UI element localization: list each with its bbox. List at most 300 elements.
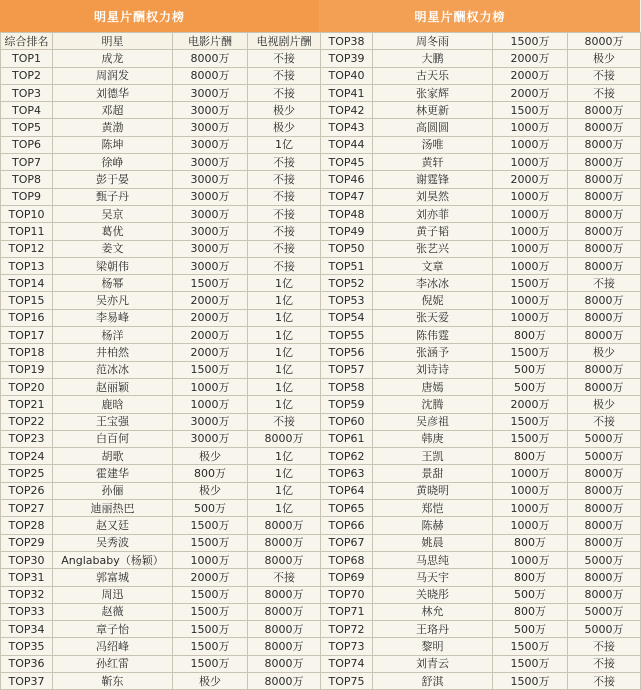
tv-fee-cell: 不接 [248, 154, 321, 171]
table-row [1, 655, 321, 672]
star-cell: 周迅 [53, 586, 173, 603]
table-row [321, 240, 641, 257]
movie-fee-cell: 1000万 [493, 205, 568, 222]
page-title-right: 明星片酬权力榜 [414, 9, 506, 24]
tv-fee-cell: 8000万 [568, 136, 641, 153]
table-row [1, 672, 321, 689]
table-row [1, 257, 321, 274]
tv-fee-cell: 不接 [568, 655, 641, 672]
movie-fee-cell: 2000万 [493, 84, 568, 101]
star-cell: 范冰冰 [53, 361, 173, 378]
table-row [321, 223, 641, 240]
tv-fee-cell: 5000万 [568, 551, 641, 568]
star-cell: 章子怡 [53, 621, 173, 638]
table-row [1, 102, 321, 119]
rank-cell: TOP12 [1, 240, 53, 257]
rank-cell: TOP22 [1, 413, 53, 430]
tv-fee-cell: 不接 [568, 84, 641, 101]
movie-fee-cell: 3000万 [173, 413, 248, 430]
rank-cell: TOP9 [1, 188, 53, 205]
star-cell: 汤唯 [373, 136, 493, 153]
movie-fee-cell: 2000万 [493, 50, 568, 67]
movie-fee-cell: 500万 [493, 621, 568, 638]
table-row [1, 188, 321, 205]
star-cell: 张家辉 [373, 84, 493, 101]
movie-fee-cell: 1000万 [493, 119, 568, 136]
table-row [1, 240, 321, 257]
movie-fee-cell: 500万 [493, 378, 568, 395]
tv-fee-cell: 极少 [568, 396, 641, 413]
table-row [1, 534, 321, 551]
tv-fee-cell: 8000万 [248, 551, 321, 568]
movie-fee-cell: 800万 [493, 448, 568, 465]
rank-cell: TOP16 [1, 309, 53, 326]
ranking-table-left [0, 32, 321, 690]
tv-fee-cell: 8000万 [248, 655, 321, 672]
movie-fee-cell: 1000万 [493, 223, 568, 240]
table-row [1, 171, 321, 188]
star-cell: 葛优 [53, 223, 173, 240]
movie-fee-cell: 1500万 [173, 621, 248, 638]
movie-fee-cell: 1500万 [493, 33, 568, 50]
movie-fee-cell: 1500万 [173, 586, 248, 603]
star-cell: 古天乐 [373, 67, 493, 84]
movie-fee-cell: 3000万 [173, 240, 248, 257]
table-row [321, 257, 641, 274]
rank-cell: TOP46 [321, 171, 373, 188]
star-cell: 高圆圆 [373, 119, 493, 136]
star-cell: 陈伟霆 [373, 327, 493, 344]
movie-fee-cell: 500万 [493, 586, 568, 603]
table-row [321, 396, 641, 413]
table-row [1, 465, 321, 482]
rank-cell: TOP10 [1, 205, 53, 222]
movie-fee-cell: 1500万 [173, 603, 248, 620]
rank-cell: TOP44 [321, 136, 373, 153]
star-cell: 霍建华 [53, 465, 173, 482]
left-panel [0, 0, 320, 688]
tv-fee-cell: 不接 [248, 205, 321, 222]
movie-fee-cell: 3000万 [173, 84, 248, 101]
star-cell: 韩庚 [373, 430, 493, 447]
table-row [321, 102, 641, 119]
table-row [1, 569, 321, 586]
movie-fee-cell: 1000万 [493, 188, 568, 205]
tv-fee-cell: 不接 [568, 67, 641, 84]
star-cell: 靳东 [53, 672, 173, 689]
star-cell: 杨洋 [53, 327, 173, 344]
movie-fee-cell: 2000万 [173, 569, 248, 586]
star-cell: 吴亦凡 [53, 292, 173, 309]
movie-fee-cell: 1000万 [493, 482, 568, 499]
header-row [1, 33, 321, 50]
rank-cell: TOP3 [1, 84, 53, 101]
rank-cell: TOP67 [321, 534, 373, 551]
star-cell: 孙俪 [53, 482, 173, 499]
rank-cell: TOP37 [1, 672, 53, 689]
rank-cell: TOP69 [321, 569, 373, 586]
table-row [321, 50, 641, 67]
table-row [1, 292, 321, 309]
movie-fee-cell: 1500万 [173, 638, 248, 655]
tv-fee-cell: 极少 [568, 50, 641, 67]
tv-fee-cell: 1亿 [248, 378, 321, 395]
movie-fee-cell: 1000万 [493, 136, 568, 153]
star-cell: 杨幂 [53, 275, 173, 292]
table-row [321, 517, 641, 534]
rank-cell: TOP42 [321, 102, 373, 119]
tv-fee-cell: 不接 [568, 672, 641, 689]
star-cell: 周冬雨 [373, 33, 493, 50]
tv-fee-cell: 8000万 [568, 361, 641, 378]
table-row [321, 292, 641, 309]
movie-fee-cell: 极少 [173, 482, 248, 499]
rank-cell: TOP62 [321, 448, 373, 465]
rank-cell: TOP25 [1, 465, 53, 482]
tv-fee-cell: 8000万 [568, 154, 641, 171]
movie-fee-cell: 3000万 [173, 119, 248, 136]
rank-cell: TOP70 [321, 586, 373, 603]
table-row [321, 448, 641, 465]
tv-fee-cell: 8000万 [568, 240, 641, 257]
rank-cell: TOP11 [1, 223, 53, 240]
movie-fee-cell: 8000万 [173, 50, 248, 67]
movie-fee-cell: 800万 [173, 465, 248, 482]
table-row [1, 119, 321, 136]
rank-cell: TOP19 [1, 361, 53, 378]
table-row [1, 396, 321, 413]
tv-fee-cell: 8000万 [248, 603, 321, 620]
rank-cell: TOP21 [1, 396, 53, 413]
table-row [1, 500, 321, 517]
rank-cell: TOP31 [1, 569, 53, 586]
table-row [1, 223, 321, 240]
star-cell: 吴京 [53, 205, 173, 222]
star-cell: 陈赫 [373, 517, 493, 534]
tv-fee-cell: 8000万 [248, 638, 321, 655]
movie-fee-cell: 3000万 [173, 430, 248, 447]
movie-fee-cell: 2000万 [173, 292, 248, 309]
rank-cell: TOP68 [321, 551, 373, 568]
tv-fee-cell: 8000万 [248, 534, 321, 551]
table-row [1, 448, 321, 465]
table-row [1, 603, 321, 620]
table-row [1, 136, 321, 153]
star-cell: 王凯 [373, 448, 493, 465]
star-cell: 张涵予 [373, 344, 493, 361]
table-row [321, 327, 641, 344]
star-cell: 林更新 [373, 102, 493, 119]
movie-fee-cell: 极少 [173, 448, 248, 465]
star-cell: 倪妮 [373, 292, 493, 309]
tv-fee-cell: 1亿 [248, 396, 321, 413]
star-cell: 姚晨 [373, 534, 493, 551]
table-row [1, 378, 321, 395]
tv-fee-cell: 8000万 [568, 586, 641, 603]
table-row [321, 171, 641, 188]
table-row [321, 33, 641, 50]
rank-cell: TOP41 [321, 84, 373, 101]
rank-cell: TOP47 [321, 188, 373, 205]
rank-cell: TOP48 [321, 205, 373, 222]
movie-fee-cell: 1000万 [493, 465, 568, 482]
tv-fee-cell: 极少 [248, 119, 321, 136]
movie-fee-cell: 3000万 [173, 257, 248, 274]
rank-cell: TOP5 [1, 119, 53, 136]
rank-cell: TOP57 [321, 361, 373, 378]
tv-fee-cell: 8000万 [568, 500, 641, 517]
ranking-table-right [320, 32, 641, 690]
rank-cell: TOP33 [1, 603, 53, 620]
star-cell: 赵丽颖 [53, 378, 173, 395]
table-row [1, 638, 321, 655]
tv-fee-cell: 1亿 [248, 448, 321, 465]
tv-fee-cell: 不接 [248, 84, 321, 101]
table-row [321, 482, 641, 499]
tv-fee-cell: 1亿 [248, 361, 321, 378]
header-movie-fee: 电影片酬 [173, 33, 248, 50]
movie-fee-cell: 1500万 [493, 413, 568, 430]
tv-fee-cell: 8000万 [568, 33, 641, 50]
movie-fee-cell: 2000万 [173, 344, 248, 361]
table-row [1, 205, 321, 222]
table-row [321, 344, 641, 361]
movie-fee-cell: 3000万 [173, 188, 248, 205]
tv-fee-cell: 不接 [248, 67, 321, 84]
star-cell: 唐嫣 [373, 378, 493, 395]
tv-fee-cell: 8000万 [248, 672, 321, 689]
tv-fee-cell: 8000万 [568, 119, 641, 136]
tv-fee-cell: 5000万 [568, 603, 641, 620]
star-cell: 黎明 [373, 638, 493, 655]
star-cell: 孙红雷 [53, 655, 173, 672]
tv-fee-cell: 极少 [568, 344, 641, 361]
star-cell: 郑恺 [373, 500, 493, 517]
table-row [1, 430, 321, 447]
rank-cell: TOP18 [1, 344, 53, 361]
movie-fee-cell: 500万 [493, 361, 568, 378]
tv-fee-cell: 不接 [248, 257, 321, 274]
rank-cell: TOP35 [1, 638, 53, 655]
movie-fee-cell: 1500万 [493, 344, 568, 361]
rank-cell: TOP39 [321, 50, 373, 67]
rank-cell: TOP26 [1, 482, 53, 499]
star-cell: 刘德华 [53, 84, 173, 101]
table-row [321, 534, 641, 551]
tv-fee-cell: 1亿 [248, 482, 321, 499]
table-row [1, 275, 321, 292]
star-cell: 井柏然 [53, 344, 173, 361]
star-cell: 邓超 [53, 102, 173, 119]
tv-fee-cell: 5000万 [568, 621, 641, 638]
star-cell: 林允 [373, 603, 493, 620]
table-row [321, 569, 641, 586]
rank-cell: TOP34 [1, 621, 53, 638]
movie-fee-cell: 2000万 [493, 171, 568, 188]
tv-fee-cell: 8000万 [248, 517, 321, 534]
star-cell: 陈坤 [53, 136, 173, 153]
star-cell: 徐峥 [53, 154, 173, 171]
rank-cell: TOP20 [1, 378, 53, 395]
star-cell: 胡歌 [53, 448, 173, 465]
table-row [1, 361, 321, 378]
tv-fee-cell: 5000万 [568, 430, 641, 447]
movie-fee-cell: 2000万 [173, 327, 248, 344]
tv-fee-cell: 8000万 [568, 378, 641, 395]
tv-fee-cell: 8000万 [568, 569, 641, 586]
rank-cell: TOP72 [321, 621, 373, 638]
movie-fee-cell: 1500万 [493, 102, 568, 119]
rank-cell: TOP53 [321, 292, 373, 309]
table-row [321, 136, 641, 153]
star-cell: 张艺兴 [373, 240, 493, 257]
star-cell: 甄子丹 [53, 188, 173, 205]
tv-fee-cell: 极少 [248, 102, 321, 119]
movie-fee-cell: 1500万 [493, 430, 568, 447]
movie-fee-cell: 1500万 [493, 655, 568, 672]
movie-fee-cell: 1000万 [493, 517, 568, 534]
rank-cell: TOP7 [1, 154, 53, 171]
table-body-right [321, 33, 641, 690]
star-cell: 彭于晏 [53, 171, 173, 188]
star-cell: 关晓彤 [373, 586, 493, 603]
movie-fee-cell: 1500万 [493, 275, 568, 292]
table-row [321, 154, 641, 171]
movie-fee-cell: 800万 [493, 534, 568, 551]
movie-fee-cell: 1500万 [493, 672, 568, 689]
page-title: 明星片酬权力榜 [93, 9, 185, 24]
star-cell: 赵薇 [53, 603, 173, 620]
movie-fee-cell: 800万 [493, 327, 568, 344]
rank-cell: TOP17 [1, 327, 53, 344]
rank-cell: TOP38 [321, 33, 373, 50]
rank-cell: TOP56 [321, 344, 373, 361]
movie-fee-cell: 1000万 [173, 551, 248, 568]
movie-fee-cell: 2000万 [493, 396, 568, 413]
star-cell: 黄轩 [373, 154, 493, 171]
movie-fee-cell: 1500万 [173, 361, 248, 378]
tv-fee-cell: 不接 [248, 413, 321, 430]
star-cell: 成龙 [53, 50, 173, 67]
rank-cell: TOP4 [1, 102, 53, 119]
rank-cell: TOP43 [321, 119, 373, 136]
movie-fee-cell: 1500万 [173, 275, 248, 292]
table-row [1, 551, 321, 568]
movie-fee-cell: 1000万 [493, 292, 568, 309]
table-row [321, 361, 641, 378]
table-body-left [1, 50, 321, 690]
header-tv-fee: 电视剧片酬 [248, 33, 321, 50]
star-cell: 黄渤 [53, 119, 173, 136]
rank-cell: TOP59 [321, 396, 373, 413]
tv-fee-cell: 8000万 [568, 534, 641, 551]
table-row [321, 672, 641, 689]
rank-cell: TOP8 [1, 171, 53, 188]
rank-cell: TOP2 [1, 67, 53, 84]
tv-fee-cell: 8000万 [568, 482, 641, 499]
tv-fee-cell: 不接 [568, 275, 641, 292]
table-row [1, 517, 321, 534]
tv-fee-cell: 8000万 [568, 309, 641, 326]
star-cell: 姜文 [53, 240, 173, 257]
movie-fee-cell: 8000万 [173, 67, 248, 84]
tv-fee-cell: 不接 [568, 413, 641, 430]
star-cell: 马思纯 [373, 551, 493, 568]
tv-fee-cell: 8000万 [568, 465, 641, 482]
tv-fee-cell: 8000万 [568, 257, 641, 274]
star-cell: Anglababy（杨颖） [53, 551, 173, 568]
movie-fee-cell: 1000万 [493, 257, 568, 274]
tv-fee-cell: 不接 [568, 638, 641, 655]
tv-fee-cell: 不接 [248, 188, 321, 205]
rank-cell: TOP75 [321, 672, 373, 689]
star-cell: 谢霆锋 [373, 171, 493, 188]
tv-fee-cell: 8000万 [568, 102, 641, 119]
tv-fee-cell: 不接 [248, 50, 321, 67]
star-cell: 王宝强 [53, 413, 173, 430]
rank-cell: TOP55 [321, 327, 373, 344]
rank-cell: TOP65 [321, 500, 373, 517]
rank-cell: TOP36 [1, 655, 53, 672]
tv-fee-cell: 8000万 [248, 621, 321, 638]
table-row [1, 344, 321, 361]
table-row [1, 413, 321, 430]
rank-cell: TOP51 [321, 257, 373, 274]
table-row [321, 430, 641, 447]
rank-cell: TOP50 [321, 240, 373, 257]
table-row [321, 586, 641, 603]
movie-fee-cell: 800万 [493, 569, 568, 586]
movie-fee-cell: 1000万 [173, 396, 248, 413]
title-banner-right [320, 0, 640, 32]
header-star: 明星 [53, 33, 173, 50]
rank-cell: TOP58 [321, 378, 373, 395]
table-row [321, 67, 641, 84]
star-cell: 舒淇 [373, 672, 493, 689]
star-cell: 大鹏 [373, 50, 493, 67]
rank-cell: TOP27 [1, 500, 53, 517]
movie-fee-cell: 1000万 [493, 309, 568, 326]
star-cell: 郭富城 [53, 569, 173, 586]
movie-fee-cell: 2000万 [173, 309, 248, 326]
tv-fee-cell: 1亿 [248, 292, 321, 309]
rank-cell: TOP71 [321, 603, 373, 620]
tv-fee-cell: 1亿 [248, 309, 321, 326]
movie-fee-cell: 3000万 [173, 223, 248, 240]
tv-fee-cell: 8000万 [568, 223, 641, 240]
star-cell: 赵又廷 [53, 517, 173, 534]
rank-cell: TOP54 [321, 309, 373, 326]
movie-fee-cell: 1500万 [173, 517, 248, 534]
tv-fee-cell: 1亿 [248, 465, 321, 482]
table-row [321, 205, 641, 222]
movie-fee-cell: 1500万 [493, 638, 568, 655]
star-cell: 王珞丹 [373, 621, 493, 638]
table-row [1, 586, 321, 603]
table-row [321, 655, 641, 672]
movie-fee-cell: 3000万 [173, 102, 248, 119]
rank-cell: TOP28 [1, 517, 53, 534]
table-row [321, 188, 641, 205]
tv-fee-cell: 1亿 [248, 136, 321, 153]
star-cell: 刘青云 [373, 655, 493, 672]
rank-cell: TOP30 [1, 551, 53, 568]
tv-fee-cell: 8000万 [568, 292, 641, 309]
star-cell: 吴彦祖 [373, 413, 493, 430]
tv-fee-cell: 不接 [248, 223, 321, 240]
rank-cell: TOP13 [1, 257, 53, 274]
star-cell: 白百何 [53, 430, 173, 447]
